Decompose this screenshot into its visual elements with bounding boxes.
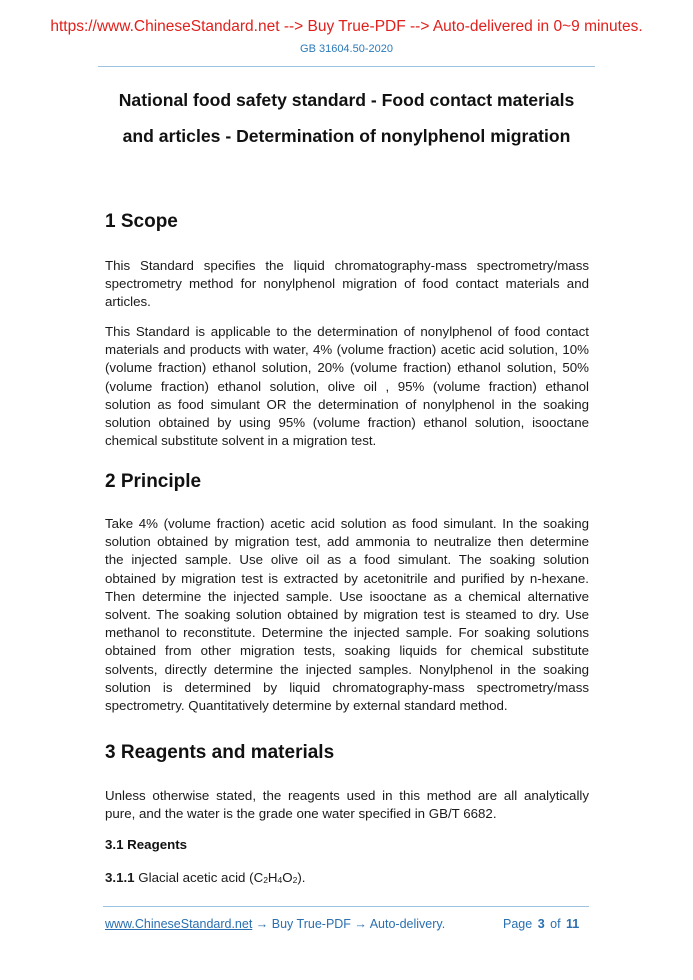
text-line: solvents, directly determine the injected samples. Nonylphenol in the soaking [105, 661, 589, 677]
text-line: (volume fraction) ethanol solution, olive oil , 95% (volume fraction) ethanol [105, 378, 589, 394]
text-line: methanol to reconstitute. Determine the injected sample. For soaking solutions [105, 625, 589, 641]
item-suffix: ). [297, 870, 306, 885]
text-line: the injected sample. Use olive oil as a food simulant. The soaking solution [105, 552, 589, 568]
document-title-line-2: and articles - Determination of nonylphenol migration [122, 126, 571, 146]
formula-c: C [253, 870, 264, 885]
section-heading-scope: 1 Scope [105, 211, 178, 232]
footer-site-link[interactable]: www.ChineseStandard.net [105, 917, 253, 931]
text-line: Then determine the injected sample. Use isooctane as a chemical alternative [105, 588, 589, 604]
section-heading-principle: 2 Principle [105, 471, 202, 492]
header-divider [98, 66, 595, 67]
scope-paragraph-2 [105, 323, 589, 450]
page-current: 3 [537, 917, 545, 931]
page-total: 11 [566, 917, 580, 931]
reagent-item [105, 870, 305, 885]
text-line: chemical substitute solvent in a migration test. [105, 433, 377, 449]
text-line: (volume fraction) ethanol solution, 20% (volume fraction) ethanol solution, 50% [105, 360, 589, 376]
subsection-heading-reagents: 3.1 Reagents [105, 837, 188, 852]
scope-paragraph-1 [105, 257, 589, 312]
page-indicator [503, 917, 579, 931]
text-line: solution obtained by using 95% (volume fraction) ethanol solution, isooctane [105, 415, 589, 431]
footer-divider [103, 906, 589, 907]
reagents-paragraph [105, 787, 589, 823]
text-line: obtained from other migration tests, soaking liquids for chemical substitute [105, 643, 589, 659]
text-line: materials and products with water, 4% (volume fraction) acetic acid solution, 10% [105, 342, 589, 358]
page-label: Page [503, 917, 533, 931]
text-line: pure, and the water is the grade one water specified in GB/T 6682. [105, 806, 497, 822]
formula-o: O [282, 870, 293, 885]
text-line: solvent. The soaking solution obtained by migration test is steamed to dry. Use [105, 607, 589, 623]
text-line: solution is determined by liquid chromatography-mass spectrometry/mass [105, 679, 589, 695]
text-line: Take 4% (volume fraction) acetic acid solution as food simulant. In the soaking [105, 516, 589, 531]
principle-paragraph [105, 515, 589, 715]
section-heading-reagents-and-materials: 3 Reagents and materials [105, 742, 335, 763]
footer-promo-text: → Buy True-PDF → Auto-delivery. [252, 917, 446, 931]
text-line: articles. [105, 294, 151, 310]
text-line: spectrometry method for nonylphenol migration of food contact materials and [105, 276, 589, 292]
text-line: Unless otherwise stated, the reagents used in this method are all analytically [105, 788, 589, 803]
footer-promo [105, 917, 445, 931]
text-line: obtained by migration test is extracted by acetonitrile and purified by n-hexane. [105, 570, 589, 586]
text-line: spectrometry. Quantitatively determine by external standard method. [105, 698, 508, 714]
standard-number: GB 31604.50-2020 [300, 43, 393, 55]
text-line: This Standard specifies the liquid chromatography-mass spectrometry/mass [105, 258, 589, 273]
item-text: Glacial acetic acid ( [138, 870, 254, 885]
document-title-line-1: National food safety standard - Food contact materials [118, 90, 575, 110]
page-of: of [550, 917, 561, 931]
formula-o-count: 2 [292, 875, 298, 885]
formula-h-count: 4 [277, 875, 283, 885]
formula-h: H [267, 870, 278, 885]
text-line: solution as food simulant OR the determination of nonylphenol in the soaking [105, 396, 589, 412]
item-number: 3.1.1 [105, 870, 135, 885]
promo-banner[interactable]: https://www.ChineseStandard.net --> Buy True-PDF --> Auto-delivered in 0~9 minutes. [50, 18, 643, 35]
text-line: This Standard is applicable to the determination of nonylphenol of food contact [105, 324, 589, 339]
formula-c-count: 2 [263, 875, 268, 885]
text-line: solution obtained by migration test, add ammonia to neutralize then determine [105, 534, 589, 550]
